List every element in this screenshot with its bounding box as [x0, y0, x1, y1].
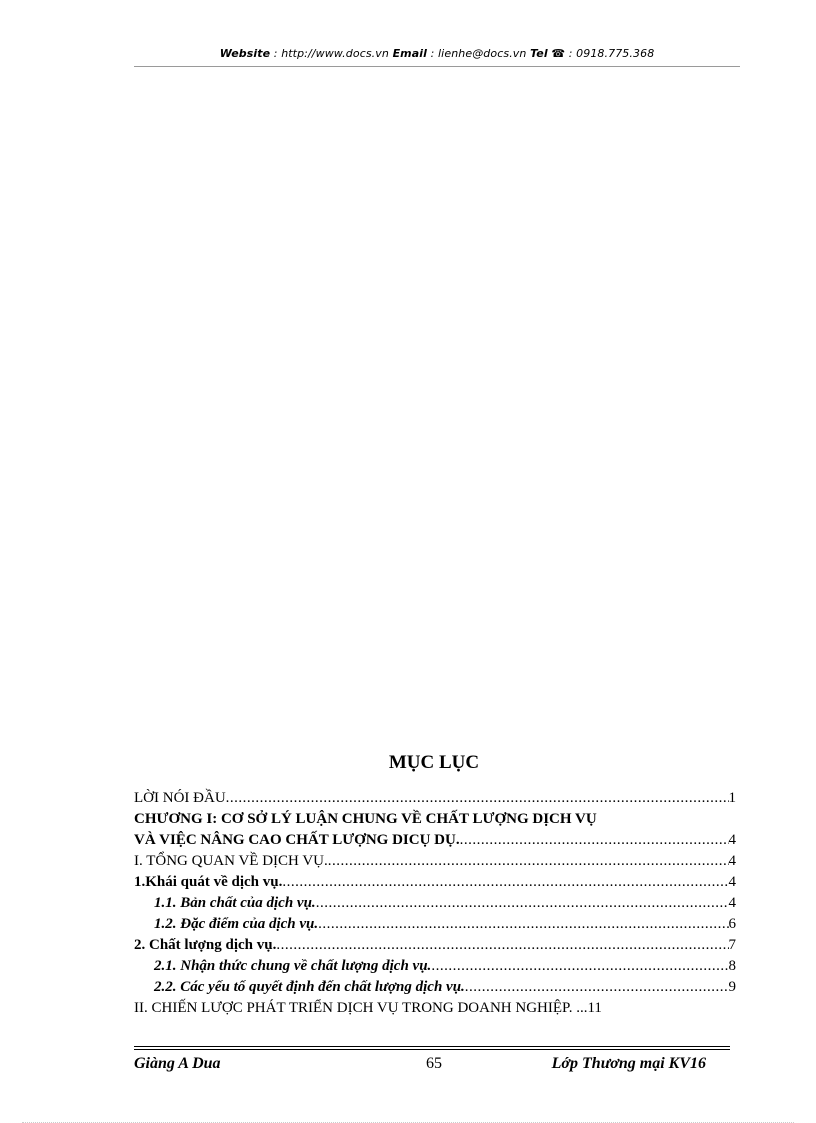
website-value: : http://www.docs.vn — [270, 47, 393, 60]
telephone-icon: ☎ — [551, 47, 566, 60]
email-value: : lienhe@docs.vn — [427, 47, 531, 60]
table-of-contents — [134, 788, 736, 1019]
toc-entry — [134, 914, 736, 935]
toc-entry — [134, 893, 736, 914]
toc-entry — [134, 872, 736, 893]
footer-page-number: 65 — [426, 1055, 442, 1072]
toc-leader-dots — [318, 914, 728, 935]
tel-value: : 0918.775.368 — [565, 47, 655, 60]
footer-divider-top — [134, 1046, 730, 1047]
toc-entry-page: 8 — [728, 958, 736, 974]
toc-entry-label: LỜI NÓI ĐẦU — [134, 790, 226, 806]
toc-leader-dots — [328, 851, 729, 872]
toc-entry-chapter-line2 — [134, 830, 736, 851]
toc-entry — [134, 851, 736, 872]
toc-entry-label: II. CHIẾN LƯỢC PHÁT TRIỂN DỊCH VỤ TRONG DOANH NGHIỆP. ... — [134, 1000, 588, 1016]
footer-class-name: Lớp Thương mại KV16 — [551, 1055, 706, 1072]
header-divider — [134, 66, 740, 67]
toc-entry — [134, 956, 736, 977]
toc-entry-page: 4 — [728, 895, 736, 911]
toc-leader-dots — [460, 830, 729, 851]
toc-entry-label: VÀ VIỆC NÂNG CAO CHẤT LƯỢNG DICỤ DỤ. — [134, 832, 460, 848]
toc-entry — [134, 788, 736, 809]
email-label: Email — [392, 47, 428, 60]
toc-leader-dots — [226, 788, 729, 809]
toc-entry-page: 4 — [728, 832, 736, 848]
toc-entry-chapter-line1 — [134, 809, 736, 830]
toc-entry-label: I. TỔNG QUAN VỀ DỊCH VỤ. — [134, 853, 328, 869]
page-header — [134, 47, 740, 60]
toc-leader-dots — [465, 977, 729, 998]
toc-leader-dots — [431, 956, 728, 977]
toc-entry-label: 2.1. Nhận thức chung về chất lượng dịch vụ. — [154, 958, 432, 974]
toc-entry-page: 6 — [728, 916, 736, 932]
footer-divider-bottom — [134, 1049, 730, 1050]
toc-entry — [134, 998, 736, 1019]
toc-entry — [134, 977, 736, 998]
tel-label: Tel — [530, 47, 548, 60]
toc-leader-dots — [316, 893, 729, 914]
toc-leader-dots — [282, 872, 728, 893]
toc-entry — [134, 935, 736, 956]
toc-entry-label: 2. Chất lượng dịch vụ. — [134, 937, 277, 953]
toc-entry-label: 1.1. Bản chất của dịch vụ. — [154, 895, 316, 911]
toc-entry-label: 1.Khái quát về dịch vụ. — [134, 874, 283, 890]
toc-entry-page: 9 — [728, 979, 736, 995]
toc-entry-label: 1.2. Đặc điểm của dịch vụ. — [154, 916, 319, 932]
toc-entry-page: 4 — [728, 874, 736, 890]
toc-entry-label: CHƯƠNG I: CƠ SỞ LÝ LUẬN CHUNG VỀ CHẤT LƯỢNG DỊCH VỤ — [134, 811, 597, 827]
toc-entry-page: 1 — [728, 790, 736, 806]
toc-entry-page: 7 — [728, 937, 736, 953]
toc-entry-page: 4 — [728, 853, 736, 869]
footer-author: Giàng A Dua — [134, 1055, 221, 1072]
toc-entry-page: 11 — [587, 1000, 602, 1016]
page-footer — [134, 1055, 730, 1075]
toc-leader-dots — [276, 935, 728, 956]
toc-entry-label: 2.2. Các yếu tố quyết định đến chất lượng dịch vụ. — [154, 979, 465, 995]
toc-title: MỤC LỤC — [388, 752, 480, 773]
website-label: Website — [219, 47, 271, 60]
